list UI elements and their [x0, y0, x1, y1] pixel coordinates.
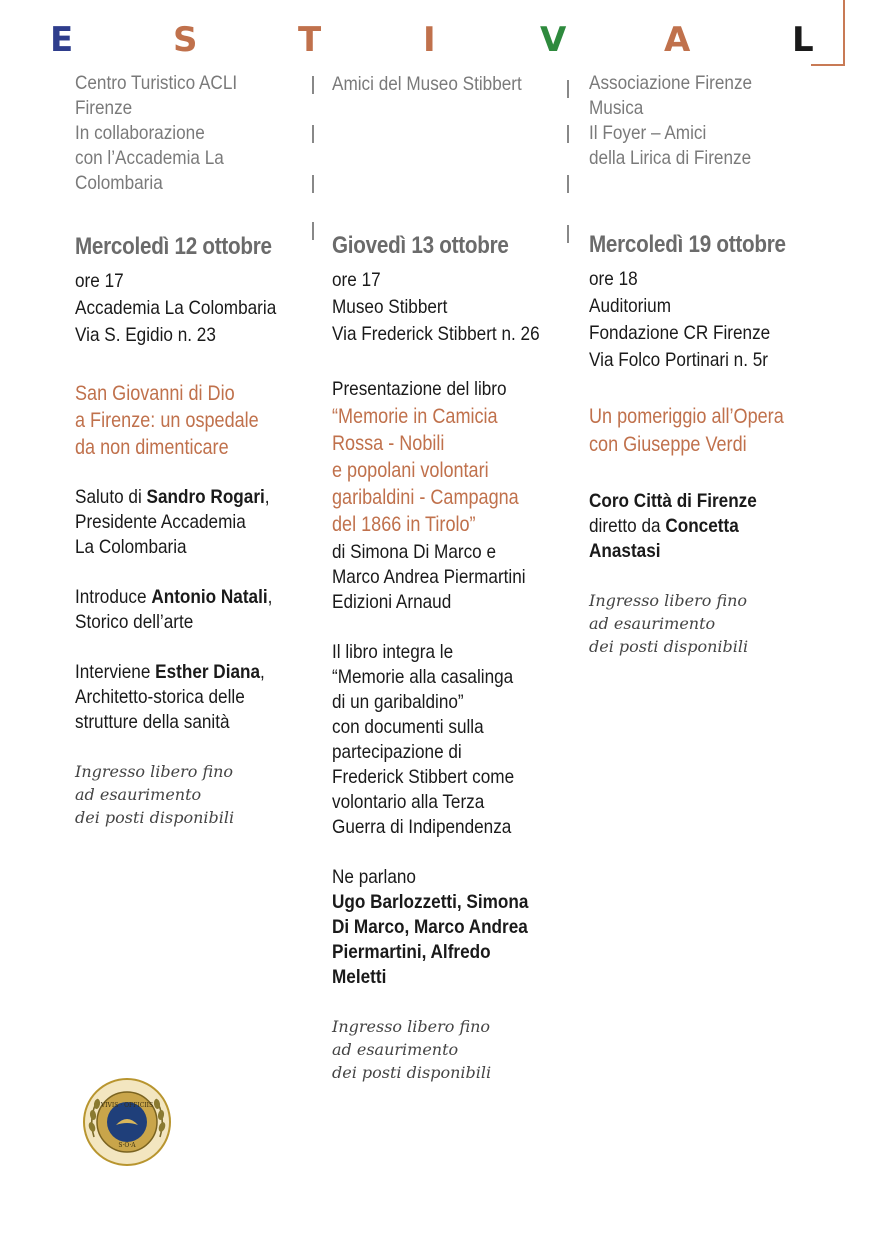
book-intro: Presentazione del libro — [332, 378, 507, 400]
title-letter: T — [298, 20, 322, 60]
speaker-role: La Colombaria — [75, 536, 187, 558]
venue-line: Fondazione CR Firenze — [589, 322, 771, 344]
festival-title — [0, 20, 886, 60]
speaker-prefix: Saluto di — [75, 486, 147, 508]
event-title-line: con Giuseppe Verdi — [589, 433, 747, 456]
speaker-line — [75, 660, 265, 685]
entry-note: Ingresso libero fino — [589, 591, 748, 610]
speaker-name: Antonio Natali — [151, 586, 268, 608]
column-separator — [312, 76, 314, 94]
book-title-line: garibaldini - Campagna — [332, 486, 519, 509]
speaker-line — [75, 485, 270, 510]
author-line: Edizioni Arnaud — [332, 591, 452, 613]
column-separator — [312, 175, 314, 193]
svg-text:VIVIS · OFFICIIS: VIVIS · OFFICIIS — [100, 1102, 154, 1109]
venue-line: Via Folco Portinari n. 5r — [589, 349, 768, 371]
svg-text:S·O·A: S·O·A — [118, 1142, 136, 1149]
speaker-comma: , — [267, 586, 273, 608]
corner-rule — [811, 64, 845, 66]
venue-line: Museo Stibbert — [332, 296, 448, 318]
column-separator — [312, 125, 314, 143]
column-separator — [567, 175, 569, 193]
organizer-line: Il Foyer – Amici — [589, 122, 707, 144]
director-first-name: Concetta — [665, 515, 739, 537]
speakers-line: Piermartini, Alfredo — [332, 941, 491, 963]
entry-note: dei posti disponibili — [589, 637, 749, 656]
column-separator — [567, 225, 569, 243]
description-line: partecipazione di — [332, 741, 462, 763]
venue-line: Auditorium — [589, 295, 672, 317]
column-separator — [312, 222, 314, 240]
description-line: volontario alla Terza — [332, 791, 485, 813]
event-title-line: da non dimenticare — [75, 436, 229, 459]
event-time: ore 17 — [75, 270, 124, 292]
speaker-name: Esther Diana — [155, 661, 261, 683]
book-title-line: e popolani volontari — [332, 459, 489, 482]
title-letter: L — [792, 20, 814, 60]
speaker-line — [75, 585, 272, 610]
description-line: Guerra di Indipendenza — [332, 816, 512, 838]
column-separator — [567, 80, 569, 98]
organizer-line: Centro Turistico ACLI — [75, 72, 238, 94]
speaker-role: strutture della sanità — [75, 711, 230, 733]
organizer-line: Associazione Firenze — [589, 72, 753, 94]
corner-rule — [843, 0, 845, 66]
event-title-line: a Firenze: un ospedale — [75, 409, 259, 432]
director-line — [589, 514, 739, 539]
description-line: Il libro integra le — [332, 641, 454, 663]
venue-line: Accademia La Colombaria — [75, 297, 277, 319]
event-title-line: Un pomeriggio all’Opera — [589, 405, 784, 428]
book-title-line: “Memorie in Camicia — [332, 405, 498, 428]
venue-line: Via Frederick Stibbert n. 26 — [332, 323, 540, 345]
column-separator — [567, 125, 569, 143]
venue-line: Via S. Egidio n. 23 — [75, 324, 216, 346]
entry-note: ad esaurimento — [75, 785, 202, 804]
speaker-role: Storico dell’arte — [75, 611, 194, 633]
speaker-name: Sandro Rogari — [146, 486, 265, 508]
title-letter: A — [664, 20, 691, 60]
description-line: “Memorie alla casalinga — [332, 666, 514, 688]
speaker-comma: , — [260, 661, 265, 683]
speaker-prefix: Introduce — [75, 586, 152, 608]
speaker-prefix: Interviene — [75, 661, 156, 683]
description-line: Frederick Stibbert come — [332, 766, 515, 788]
description-line: di un garibaldino” — [332, 691, 464, 713]
description-line: con documenti sulla — [332, 716, 484, 738]
author-line: Marco Andrea Piermartini — [332, 566, 526, 588]
title-letter: V — [540, 20, 567, 60]
organizer-line: Colombaria — [75, 172, 163, 194]
director-last-name: Anastasi — [589, 540, 661, 562]
entry-note: Ingresso libero fino — [332, 1017, 491, 1036]
speakers-line: Di Marco, Marco Andrea — [332, 916, 528, 938]
organizer-line: Firenze — [75, 97, 133, 119]
choir-name: Coro Città di Firenze — [589, 490, 757, 512]
title-letter: I — [423, 20, 436, 60]
author-line: di Simona Di Marco e — [332, 541, 497, 563]
title-letter: S — [173, 20, 198, 60]
entry-note: dei posti disponibili — [332, 1063, 492, 1082]
title-letter: E — [50, 20, 74, 60]
speakers-label: Ne parlano — [332, 866, 416, 888]
organizer-line: con l’Accademia La — [75, 147, 224, 169]
entry-note: dei posti disponibili — [75, 808, 235, 827]
speaker-role: Architetto-storica delle — [75, 686, 245, 708]
entry-note: Ingresso libero fino — [75, 762, 234, 781]
society-seal-logo — [82, 1077, 172, 1167]
organizer-line: della Lirica di Firenze — [589, 147, 752, 169]
event-time: ore 17 — [332, 269, 381, 291]
event-title-line: San Giovanni di Dio — [75, 382, 235, 405]
director-prefix: diretto da — [589, 515, 666, 537]
entry-note: ad esaurimento — [332, 1040, 459, 1059]
organizer-line: In collaborazione — [75, 122, 205, 144]
entry-note: ad esaurimento — [589, 614, 716, 633]
speakers-line: Meletti — [332, 966, 387, 988]
speaker-comma: , — [264, 486, 270, 508]
speaker-role: Presidente Accademia — [75, 511, 246, 533]
event-date: Mercoledì 19 ottobre — [589, 231, 786, 258]
speakers-line: Ugo Barlozzetti, Simona — [332, 891, 529, 913]
book-title-line: del 1866 in Tirolo” — [332, 513, 476, 536]
event-date: Mercoledì 12 ottobre — [75, 233, 272, 260]
book-title-line: Rossa - Nobili — [332, 432, 445, 455]
event-date: Giovedì 13 ottobre — [332, 232, 509, 259]
event-time: ore 18 — [589, 268, 638, 290]
organizer-line: Amici del Museo Stibbert — [332, 73, 522, 95]
organizer-line: Musica — [589, 97, 644, 119]
